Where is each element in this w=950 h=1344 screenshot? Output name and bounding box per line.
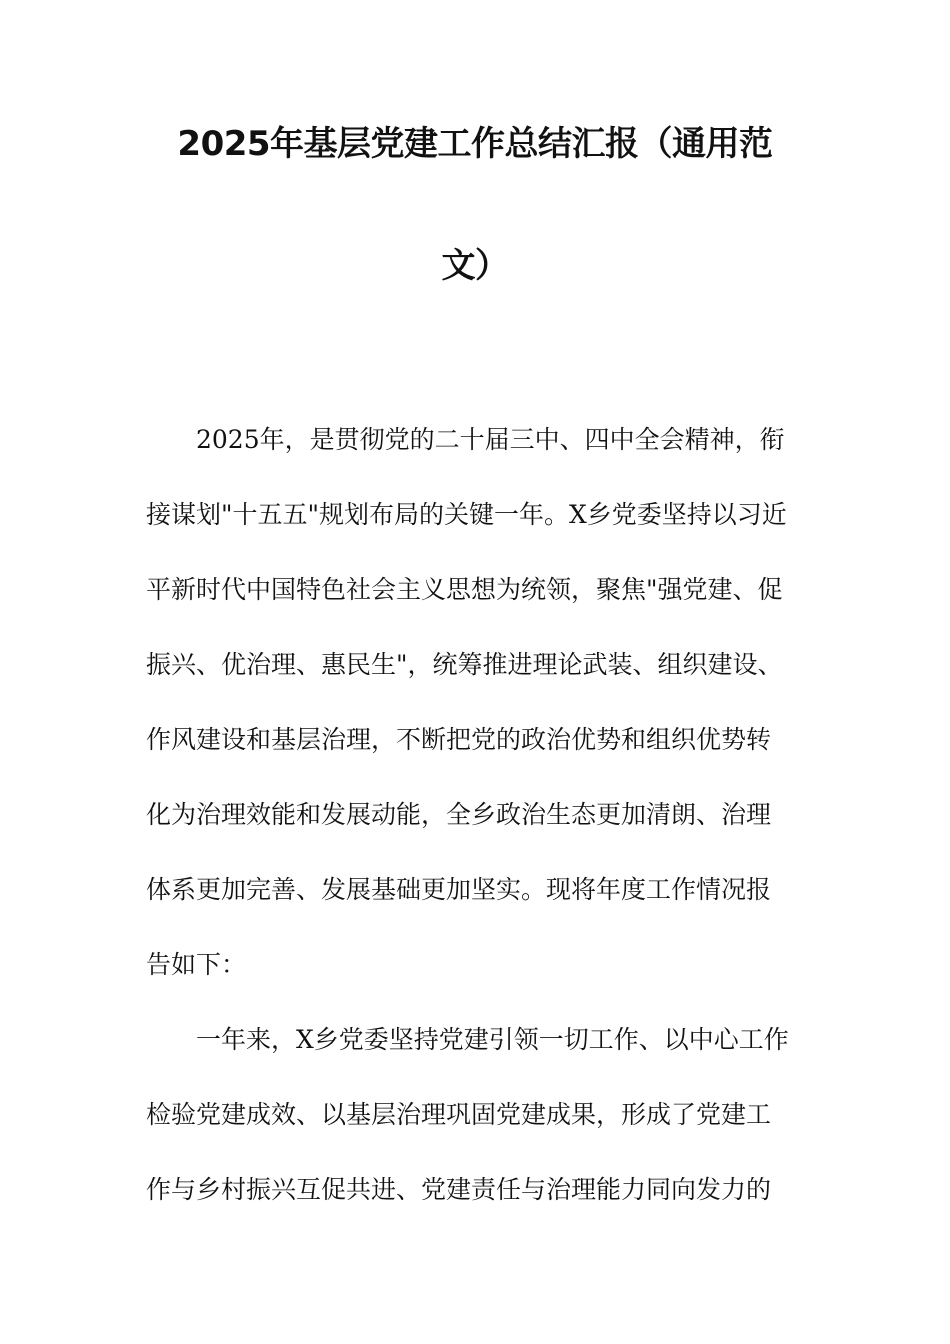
paragraph-1-line-8: 告如下： bbox=[146, 950, 247, 979]
paragraph-2-line-3: 作与乡村振兴互促共进、党建责任与治理能力同向发力的 bbox=[146, 1175, 772, 1204]
document-title-line-1: 2025年基层党建工作总结汇报（通用范 bbox=[177, 124, 773, 164]
paragraph-1-line-2: 接谋划"十五五"规划布局的关键一年。X乡党委坚持以习近 bbox=[146, 500, 787, 529]
paragraph-1-line-5: 作风建设和基层治理，不断把党的政治优势和组织优势转 bbox=[146, 725, 772, 754]
paragraph-1-line-7: 体系更加完善、发展基础更加坚实。现将年度工作情况报 bbox=[146, 875, 772, 904]
paragraph-1-line-3: 平新时代中国特色社会主义思想为统领，聚焦"强党建、促 bbox=[146, 575, 783, 604]
paragraph-1-line-1: 2025年，是贯彻党的二十届三中、四中全会精神，衔 bbox=[196, 425, 785, 454]
document-title-line-2: 文） bbox=[441, 246, 509, 286]
paragraph-2-line-1: 一年来，X乡党委坚持党建引领一切工作、以中心工作 bbox=[196, 1025, 789, 1054]
paragraph-1-line-4: 振兴、优治理、惠民生"，统筹推进理论武装、组织建设、 bbox=[146, 650, 783, 679]
paragraph-2-line-2: 检验党建成效、以基层治理巩固党建成果，形成了党建工 bbox=[146, 1100, 772, 1129]
paragraph-1-line-6: 化为治理效能和发展动能，全乡政治生态更加清朗、治理 bbox=[146, 800, 772, 829]
